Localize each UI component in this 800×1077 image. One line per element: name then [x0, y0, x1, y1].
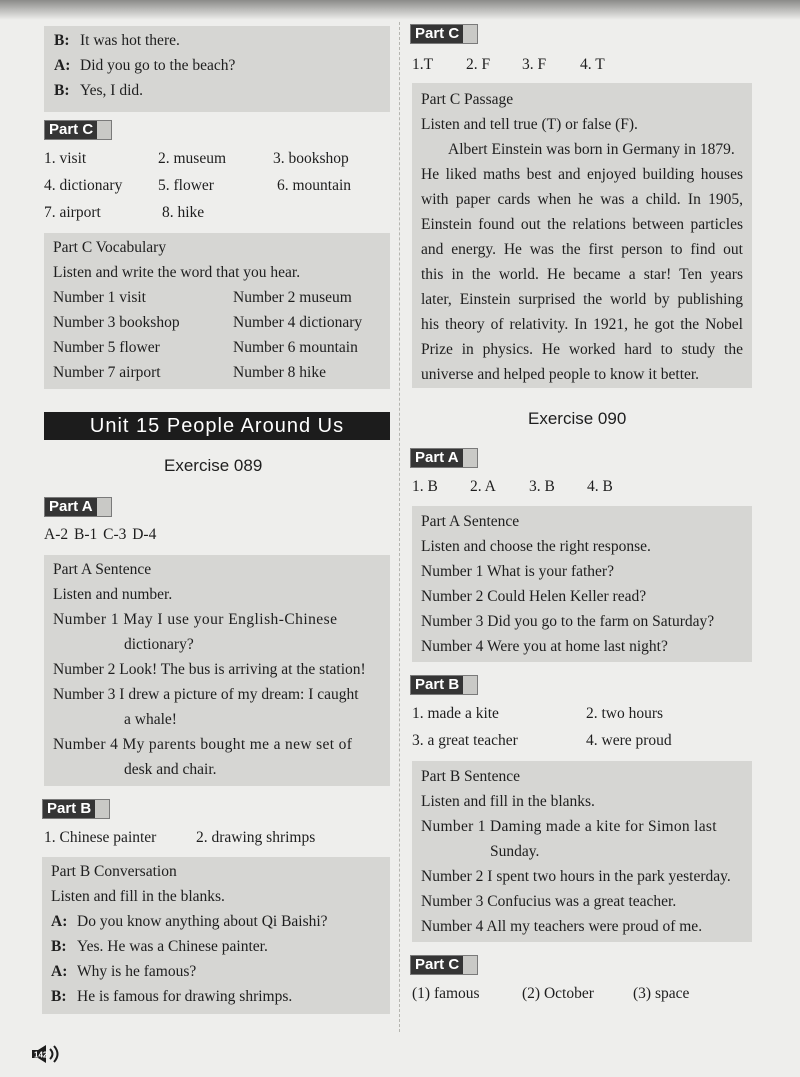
script-line: Sunday. [490, 843, 540, 860]
answer-item: 1. made a kite [412, 705, 499, 722]
fill-blanks-script-box [412, 761, 752, 942]
script-instruction: Listen and fill in the blanks. [51, 888, 225, 905]
script-item: Number 6 mountain [233, 339, 358, 356]
script-line: Number 2 Look! The bus is arriving at the station! [53, 661, 366, 678]
answer-item: 4. B [587, 478, 613, 495]
sentence-script-box [44, 555, 390, 786]
script-title: Part C Passage [421, 91, 514, 108]
script-item: Number 7 airport [53, 364, 161, 381]
script-item: Number 1 What is your father? [421, 563, 614, 580]
part-c-tag: Part C [410, 24, 478, 44]
answer-item: 7. airport [44, 204, 101, 221]
script-item: Number 5 flower [53, 339, 160, 356]
answer-item: 6. mountain [277, 177, 352, 194]
script-item: Number 3 Did you go to the farm on Saturday? [421, 613, 715, 630]
script-item: Number 4 Were you at home last night? [421, 638, 668, 655]
script-title: Part C Vocabulary [53, 239, 167, 256]
answer-item: 3. a great teacher [412, 732, 518, 749]
page-top-edge [0, 0, 800, 20]
answer-item: 3. F [522, 56, 547, 73]
script-title: Part B Conversation [51, 863, 177, 880]
page-number-badge [30, 1044, 64, 1064]
script-line: Number 4 My parents bought me a new set of [53, 736, 353, 753]
passage-line: Albert Einstein was born in Germany in 1879. [448, 141, 735, 158]
answer-item: 3. B [529, 478, 555, 495]
script-instruction: Listen and number. [53, 586, 173, 603]
dialogue-box [44, 26, 390, 112]
script-line: Number 2 I spent two hours in the park yesterday. [421, 868, 731, 885]
answer-item: 8. hike [162, 204, 205, 221]
exercise-title: Exercise 090 [528, 409, 627, 428]
part-c-tag: Part C [410, 955, 478, 975]
response-script-box [412, 506, 752, 662]
passage-script-box [412, 83, 752, 388]
answer-item: 2. drawing shrimps [196, 829, 316, 846]
passage-line: universe and helped people to know it better. [421, 366, 700, 383]
part-a-tag: Part A [410, 448, 478, 468]
dialogue-line: B: Yes, I did. [54, 82, 144, 99]
script-line: a whale! [124, 711, 177, 728]
passage-line: with paper cards when he was a child. In 1905, [421, 191, 743, 208]
answer-item: 4. were proud [586, 732, 672, 749]
answer-item: 1. visit [44, 150, 87, 167]
passage-line: He liked maths best and enjoyed building houses [421, 166, 743, 183]
dialogue-line: A: Why is he famous? [51, 963, 197, 980]
script-item: Number 3 bookshop [53, 314, 180, 331]
answer-item: (1) famous [412, 985, 480, 1002]
answer-line: A-2 B-1 C-3 D-4 [44, 526, 157, 543]
answer-item: (3) space [633, 985, 690, 1002]
script-instruction: Listen and write the word that you hear. [53, 264, 301, 281]
script-instruction: Listen and fill in the blanks. [421, 793, 595, 810]
passage-line: this in the world. He became a star! Ten years [421, 266, 743, 283]
unit-title: Unit 15 People Around Us [44, 412, 390, 440]
script-title: Part A Sentence [53, 561, 152, 578]
dialogue-line: B: It was hot there. [54, 32, 180, 49]
passage-line: later, Einstein surprised the world by publishing [421, 291, 743, 308]
answer-item: 2. F [466, 56, 491, 73]
script-title: Part A Sentence [421, 513, 520, 530]
answer-item: 2. A [470, 478, 496, 495]
answer-item: 3. bookshop [273, 150, 349, 167]
part-b-tag: Part B [410, 675, 478, 695]
part-c-tag: Part C [44, 120, 112, 140]
column-divider [399, 22, 400, 1032]
speaker-icon [30, 1044, 64, 1064]
script-line: Number 4 All my teachers were proud of me. [421, 918, 703, 935]
script-line: Number 3 I drew a picture of my dream: I caught [53, 686, 359, 703]
conversation-script-box [42, 857, 390, 1014]
answer-item: 2. two hours [586, 705, 664, 722]
script-instruction: Listen and choose the right response. [421, 538, 651, 555]
answer-item: 1. Chinese painter [44, 829, 157, 846]
script-line: Number 1 May I use your English-Chinese [53, 611, 338, 628]
part-b-tag: Part B [42, 799, 110, 819]
passage-line: and energy. He was the first person to find out [421, 241, 743, 258]
answer-item: 5. flower [158, 177, 214, 194]
answer-item: 4. dictionary [44, 177, 123, 194]
script-line: desk and chair. [124, 761, 217, 778]
dialogue-line: A: Did you go to the beach? [54, 57, 236, 74]
script-instruction: Listen and tell true (T) or false (F). [421, 116, 638, 133]
script-title: Part B Sentence [421, 768, 521, 785]
script-item: Number 8 hike [233, 364, 326, 381]
vocabulary-script-box [44, 233, 390, 389]
script-line: Number 1 Daming made a kite for Simon last [421, 818, 717, 835]
passage-line: Einstein found out the relations between particles [421, 216, 743, 233]
answer-item: 2. museum [158, 150, 227, 167]
passage-line: Prize in physics. He worked hard to study the [421, 341, 743, 358]
script-line: Number 3 Confucius was a great teacher. [421, 893, 677, 910]
dialogue-line: B: Yes. He was a Chinese painter. [51, 938, 268, 955]
dialogue-line: B: He is famous for drawing shrimps. [51, 988, 293, 1005]
script-item: Number 2 Could Helen Keller read? [421, 588, 647, 605]
answer-item: 1. B [412, 478, 438, 495]
dialogue-line: A: Do you know anything about Qi Baishi? [51, 913, 328, 930]
answer-item: (2) October [522, 985, 594, 1002]
script-item: Number 2 museum [233, 289, 352, 306]
answer-item: 4. T [580, 56, 605, 73]
script-line: dictionary? [124, 636, 194, 653]
script-item: Number 1 visit [53, 289, 146, 306]
page-number: 142 [34, 1050, 48, 1060]
part-a-tag: Part A [44, 497, 112, 517]
passage-line: his theory of relativity. In 1921, he got the Nobel [421, 316, 743, 333]
exercise-title: Exercise 089 [164, 456, 263, 475]
answer-item: 1.T [412, 56, 434, 73]
script-item: Number 4 dictionary [233, 314, 363, 331]
